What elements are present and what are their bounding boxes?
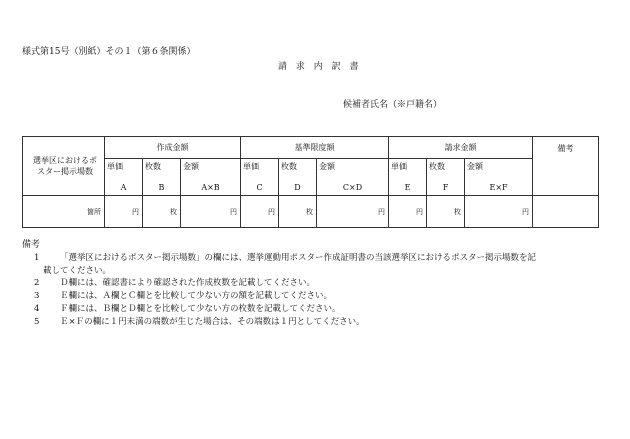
breakdown-table bbox=[22, 136, 599, 228]
note-item bbox=[34, 316, 614, 329]
table-row bbox=[23, 196, 599, 228]
amount-axb-cell[interactable]: 円 bbox=[181, 196, 241, 228]
subheader-quantity: 枚数 bbox=[279, 159, 317, 180]
quantity-f-cell[interactable]: 枚 bbox=[427, 196, 465, 228]
note-item bbox=[34, 252, 614, 278]
document-title: 請 求 内 訳 書 bbox=[278, 62, 362, 72]
note-text-continued: 載してください。 bbox=[43, 266, 112, 276]
subheader-unit-price: 単価 bbox=[241, 159, 279, 180]
row-header-line-2: スター掲示場数 bbox=[37, 167, 93, 176]
column-letter-d: D bbox=[279, 179, 317, 196]
note-text: Ｆ欄には、Ｂ欄とＤ欄とを比較して少ない方の枚数を記載してください。 bbox=[60, 304, 341, 314]
note-text: 「選挙区におけるポスター掲示場数」の欄には、選挙運動用ポスター作成証明書の当該選挙区におけるポスター掲示場数を記 bbox=[60, 253, 537, 263]
candidate-name-label: 候補者氏名（※戸籍名） bbox=[343, 100, 443, 110]
remarks-cell[interactable] bbox=[533, 196, 599, 228]
column-letter-f: F bbox=[427, 179, 465, 196]
unit-price-c-cell[interactable]: 円 bbox=[241, 196, 279, 228]
note-text: Ｄ欄には、確認書により確認された作成枚数を記載してください。 bbox=[60, 278, 316, 288]
notes-title: 備考 bbox=[22, 240, 41, 250]
column-letter-exf: E×F bbox=[465, 179, 533, 196]
subheader-quantity: 枚数 bbox=[143, 159, 181, 180]
column-letter-b: B bbox=[143, 179, 181, 196]
note-text: Ｅ×Ｆの欄に１円未満の端数が生じた場合は、その端数は１円としてください。 bbox=[60, 317, 365, 327]
unit-price-a-cell[interactable]: 円 bbox=[105, 196, 143, 228]
subheader-amount: 金額 bbox=[181, 159, 241, 180]
poster-board-count-header bbox=[23, 137, 105, 196]
subheader-quantity: 枚数 bbox=[427, 159, 465, 180]
unit-price-e-cell[interactable]: 円 bbox=[389, 196, 427, 228]
quantity-b-cell[interactable]: 枚 bbox=[143, 196, 181, 228]
column-letter-a: A bbox=[105, 179, 143, 196]
column-letter-e: E bbox=[389, 179, 427, 196]
column-letter-axb: A×B bbox=[181, 179, 241, 196]
note-item bbox=[34, 303, 614, 316]
quantity-d-cell[interactable]: 枚 bbox=[279, 196, 317, 228]
subheader-amount: 金額 bbox=[465, 159, 533, 180]
amount-cxd-cell[interactable]: 円 bbox=[317, 196, 389, 228]
note-text: Ｅ欄には、Ａ欄とＣ欄とを比較して少ない方の額を記載してください。 bbox=[60, 291, 333, 301]
subheader-unit-price: 単価 bbox=[105, 159, 143, 180]
count-cell[interactable]: 箇所 bbox=[23, 196, 105, 228]
column-letter-c: C bbox=[241, 179, 279, 196]
note-number: 1 bbox=[34, 253, 40, 263]
form-number: 様式第15号（別紙）その１（第６条関係） bbox=[22, 47, 196, 57]
subheader-amount: 金額 bbox=[317, 159, 389, 180]
row-header-line-1: 選挙区におけるポ bbox=[33, 156, 97, 165]
note-number: 2 bbox=[34, 278, 40, 288]
note-item bbox=[34, 290, 614, 303]
note-item bbox=[34, 277, 614, 290]
column-letter-cxd: C×D bbox=[317, 179, 389, 196]
note-number: 4 bbox=[34, 304, 40, 314]
production-amount-header: 作成金額 bbox=[105, 137, 241, 159]
limit-amount-header: 基準限度額 bbox=[241, 137, 389, 159]
note-number: 3 bbox=[34, 291, 40, 301]
subheader-unit-price: 単価 bbox=[389, 159, 427, 180]
amount-exf-cell[interactable]: 円 bbox=[465, 196, 533, 228]
note-number: 5 bbox=[34, 317, 40, 327]
claim-amount-header: 請求金額 bbox=[389, 137, 533, 159]
remarks-header: 備考 bbox=[533, 137, 599, 196]
